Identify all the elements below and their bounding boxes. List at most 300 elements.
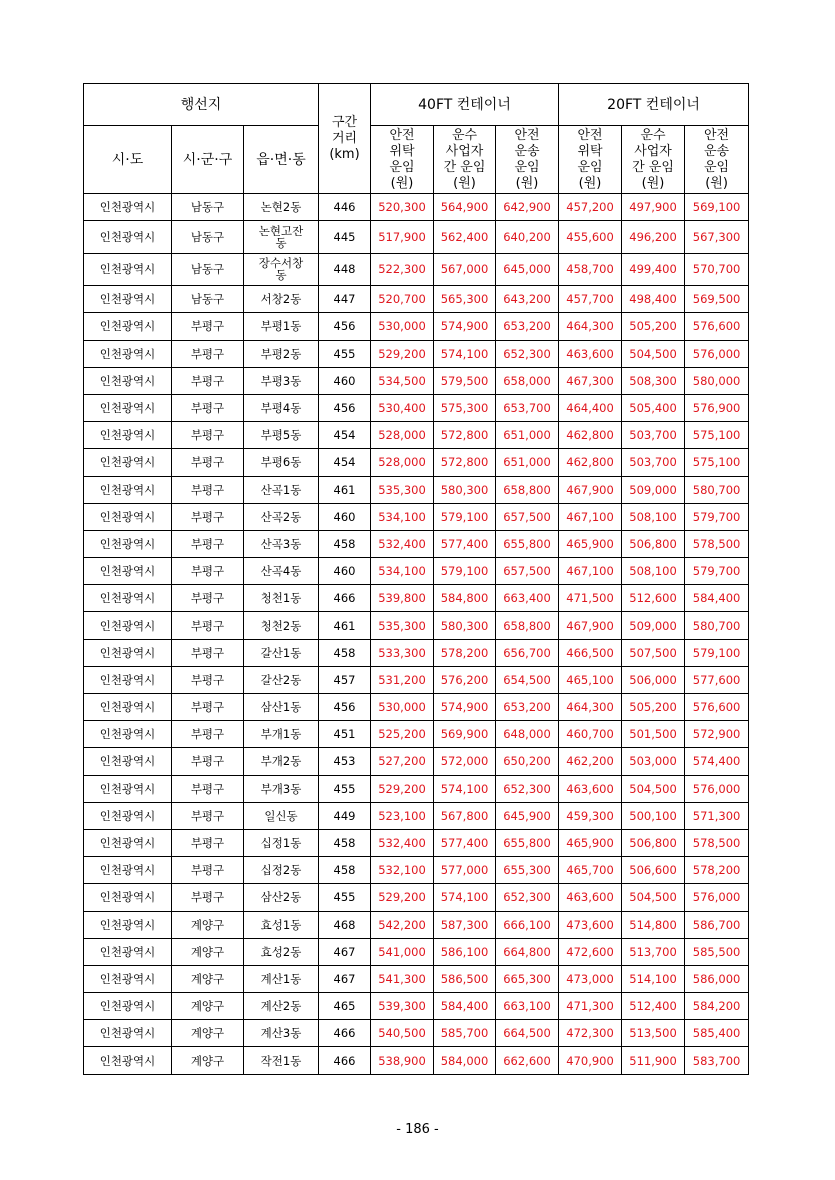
- rate-column-header: 운수 사업자 간 운임 (원): [622, 126, 685, 194]
- rate-cell: 457,700: [559, 286, 622, 313]
- rate-cell: 657,500: [496, 558, 559, 585]
- sido-cell: 인천광역시: [84, 993, 172, 1020]
- rate-cell: 465,900: [559, 530, 622, 557]
- table-row: [84, 829, 749, 856]
- dong-cell: 산곡1동: [244, 476, 319, 503]
- sido-cell: 인천광역시: [84, 666, 172, 693]
- rate-cell: 514,100: [622, 965, 685, 992]
- rate-cell: 576,000: [685, 884, 749, 911]
- rate-cell: 574,100: [434, 884, 496, 911]
- rate-cell: 572,000: [434, 748, 496, 775]
- rate-cell: 569,900: [434, 721, 496, 748]
- table-row: [84, 1047, 749, 1074]
- distance-cell: 456: [319, 313, 371, 340]
- table-row: [84, 1020, 749, 1047]
- rate-cell: 640,200: [496, 221, 559, 254]
- rate-cell: 578,200: [685, 857, 749, 884]
- table-row: [84, 775, 749, 802]
- dong-cell: 계산1동: [244, 965, 319, 992]
- rate-cell: 580,300: [434, 476, 496, 503]
- rate-cell: 470,900: [559, 1047, 622, 1074]
- dong-cell: 부개1동: [244, 721, 319, 748]
- distance-cell: 455: [319, 884, 371, 911]
- rate-cell: 567,000: [434, 253, 496, 286]
- rate-cell: 513,700: [622, 938, 685, 965]
- rate-cell: 580,000: [685, 367, 749, 394]
- rate-cell: 576,600: [685, 694, 749, 721]
- sigungu-cell: 부평구: [172, 503, 244, 530]
- rate-cell: 579,700: [685, 558, 749, 585]
- table-row: [84, 694, 749, 721]
- dong-cell: 논현고잔 동: [244, 221, 319, 254]
- rate-cell: 530,000: [371, 694, 434, 721]
- rate-column-header: 안전 위탁 운임 (원): [559, 126, 622, 194]
- dong-cell: 산곡3동: [244, 530, 319, 557]
- sido-cell: 인천광역시: [84, 1020, 172, 1047]
- sido-cell: 인천광역시: [84, 367, 172, 394]
- rate-cell: 652,300: [496, 340, 559, 367]
- table-body: [84, 194, 749, 1075]
- dong-cell: 삼산2동: [244, 884, 319, 911]
- rate-cell: 580,700: [685, 612, 749, 639]
- sido-cell: 인천광역시: [84, 422, 172, 449]
- distance-cell: 458: [319, 829, 371, 856]
- table-row: [84, 530, 749, 557]
- rate-cell: 506,800: [622, 829, 685, 856]
- rate-cell: 572,800: [434, 449, 496, 476]
- rate-cell: 652,300: [496, 775, 559, 802]
- rate-cell: 459,300: [559, 802, 622, 829]
- sigungu-cell: 부평구: [172, 313, 244, 340]
- rate-cell: 500,100: [622, 802, 685, 829]
- distance-cell: 448: [319, 253, 371, 286]
- sido-cell: 인천광역시: [84, 884, 172, 911]
- rate-cell: 535,300: [371, 612, 434, 639]
- rate-cell: 497,900: [622, 194, 685, 221]
- rate-cell: 540,500: [371, 1020, 434, 1047]
- rate-cell: 507,500: [622, 639, 685, 666]
- rate-cell: 504,500: [622, 340, 685, 367]
- dong-cell: 장수서창 동: [244, 253, 319, 286]
- sigungu-cell: 계양구: [172, 938, 244, 965]
- rate-cell: 463,600: [559, 884, 622, 911]
- sigungu-cell: 부평구: [172, 857, 244, 884]
- distance-cell: 461: [319, 612, 371, 639]
- sido-cell: 인천광역시: [84, 938, 172, 965]
- eupmyeondong-header: 읍·면·동: [244, 126, 319, 194]
- rate-cell: 496,200: [622, 221, 685, 254]
- rate-cell: 517,900: [371, 221, 434, 254]
- rate-cell: 467,900: [559, 612, 622, 639]
- table-row: [84, 911, 749, 938]
- rate-cell: 584,200: [685, 993, 749, 1020]
- rate-cell: 585,500: [685, 938, 749, 965]
- rate-cell: 655,800: [496, 530, 559, 557]
- sigungu-cell: 계양구: [172, 1047, 244, 1074]
- rate-cell: 530,400: [371, 394, 434, 421]
- rate-cell: 579,100: [434, 558, 496, 585]
- rate-cell: 575,300: [434, 394, 496, 421]
- rate-cell: 467,900: [559, 476, 622, 503]
- rate-cell: 538,900: [371, 1047, 434, 1074]
- rate-cell: 528,000: [371, 449, 434, 476]
- distance-cell: 456: [319, 394, 371, 421]
- group-20ft-header: 20FT 컨테이너: [559, 84, 749, 126]
- rate-cell: 571,300: [685, 802, 749, 829]
- rate-cell: 658,000: [496, 367, 559, 394]
- sido-cell: 인천광역시: [84, 829, 172, 856]
- rate-cell: 498,400: [622, 286, 685, 313]
- rate-cell: 509,000: [622, 476, 685, 503]
- rate-cell: 574,400: [685, 748, 749, 775]
- dong-cell: 산곡2동: [244, 503, 319, 530]
- rate-cell: 473,000: [559, 965, 622, 992]
- rate-cell: 579,100: [685, 639, 749, 666]
- distance-cell: 447: [319, 286, 371, 313]
- rate-cell: 463,600: [559, 775, 622, 802]
- rate-cell: 658,800: [496, 476, 559, 503]
- rate-cell: 574,900: [434, 694, 496, 721]
- dong-cell: 계산2동: [244, 993, 319, 1020]
- sido-cell: 인천광역시: [84, 694, 172, 721]
- table-row: [84, 748, 749, 775]
- dong-cell: 청천2동: [244, 612, 319, 639]
- rate-cell: 570,700: [685, 253, 749, 286]
- dong-cell: 효성1동: [244, 911, 319, 938]
- rate-cell: 509,000: [622, 612, 685, 639]
- table-row: [84, 558, 749, 585]
- rate-cell: 458,700: [559, 253, 622, 286]
- dong-cell: 부평3동: [244, 367, 319, 394]
- rate-cell: 578,500: [685, 530, 749, 557]
- rate-cell: 653,700: [496, 394, 559, 421]
- distance-cell: 449: [319, 802, 371, 829]
- sigungu-cell: 부평구: [172, 829, 244, 856]
- rate-cell: 520,300: [371, 194, 434, 221]
- rate-cell: 586,100: [434, 938, 496, 965]
- sigungu-cell: 부평구: [172, 449, 244, 476]
- rate-cell: 656,700: [496, 639, 559, 666]
- table-row: [84, 721, 749, 748]
- rate-cell: 572,900: [685, 721, 749, 748]
- rate-cell: 565,300: [434, 286, 496, 313]
- rate-cell: 467,300: [559, 367, 622, 394]
- dong-cell: 갈산1동: [244, 639, 319, 666]
- sido-cell: 인천광역시: [84, 612, 172, 639]
- sido-cell: 인천광역시: [84, 313, 172, 340]
- distance-cell: 446: [319, 194, 371, 221]
- rate-cell: 513,500: [622, 1020, 685, 1047]
- sigungu-cell: 남동구: [172, 253, 244, 286]
- rate-cell: 460,700: [559, 721, 622, 748]
- rate-cell: 464,300: [559, 313, 622, 340]
- sigungu-cell: 부평구: [172, 775, 244, 802]
- sigungu-cell: 부평구: [172, 394, 244, 421]
- rate-cell: 655,800: [496, 829, 559, 856]
- sigungu-cell: 부평구: [172, 530, 244, 557]
- rate-cell: 645,000: [496, 253, 559, 286]
- rate-cell: 457,200: [559, 194, 622, 221]
- dong-cell: 십정2동: [244, 857, 319, 884]
- rate-cell: 473,600: [559, 911, 622, 938]
- rate-cell: 586,000: [685, 965, 749, 992]
- rate-cell: 576,900: [685, 394, 749, 421]
- rate-cell: 574,100: [434, 775, 496, 802]
- rate-cell: 567,800: [434, 802, 496, 829]
- sigungu-cell: 부평구: [172, 476, 244, 503]
- rate-cell: 465,700: [559, 857, 622, 884]
- rate-cell: 530,000: [371, 313, 434, 340]
- sigungu-header: 시·군·구: [172, 126, 244, 194]
- rate-cell: 585,700: [434, 1020, 496, 1047]
- sido-cell: 인천광역시: [84, 639, 172, 666]
- rate-column-header: 안전 운송 운임 (원): [685, 126, 749, 194]
- table-row: [84, 340, 749, 367]
- rate-cell: 535,300: [371, 476, 434, 503]
- sido-cell: 인천광역시: [84, 503, 172, 530]
- distance-cell: 456: [319, 694, 371, 721]
- rate-cell: 663,400: [496, 585, 559, 612]
- rate-cell: 503,700: [622, 449, 685, 476]
- table-row: [84, 449, 749, 476]
- table-row: [84, 422, 749, 449]
- freight-rate-table: [83, 83, 749, 1075]
- dong-cell: 작전1동: [244, 1047, 319, 1074]
- sido-cell: 인천광역시: [84, 911, 172, 938]
- table-row: [84, 286, 749, 313]
- sigungu-cell: 부평구: [172, 367, 244, 394]
- dong-cell: 부평1동: [244, 313, 319, 340]
- rate-cell: 584,400: [685, 585, 749, 612]
- rate-cell: 645,900: [496, 802, 559, 829]
- distance-cell: 445: [319, 221, 371, 254]
- rate-cell: 572,800: [434, 422, 496, 449]
- rate-cell: 529,200: [371, 775, 434, 802]
- sido-cell: 인천광역시: [84, 286, 172, 313]
- sigungu-cell: 부평구: [172, 612, 244, 639]
- sido-cell: 인천광역시: [84, 194, 172, 221]
- rate-cell: 508,100: [622, 503, 685, 530]
- distance-cell: 458: [319, 857, 371, 884]
- dong-cell: 청천1동: [244, 585, 319, 612]
- rate-cell: 664,800: [496, 938, 559, 965]
- rate-cell: 574,900: [434, 313, 496, 340]
- distance-cell: 453: [319, 748, 371, 775]
- sigungu-cell: 부평구: [172, 884, 244, 911]
- rate-cell: 574,100: [434, 340, 496, 367]
- rate-cell: 523,100: [371, 802, 434, 829]
- rate-cell: 542,200: [371, 911, 434, 938]
- sido-cell: 인천광역시: [84, 253, 172, 286]
- rate-cell: 651,000: [496, 449, 559, 476]
- rate-cell: 465,900: [559, 829, 622, 856]
- rate-cell: 579,100: [434, 503, 496, 530]
- distance-cell: 457: [319, 666, 371, 693]
- rate-cell: 533,300: [371, 639, 434, 666]
- sido-cell: 인천광역시: [84, 449, 172, 476]
- rate-cell: 650,200: [496, 748, 559, 775]
- dong-cell: 서창2동: [244, 286, 319, 313]
- rate-cell: 532,100: [371, 857, 434, 884]
- rate-cell: 580,700: [685, 476, 749, 503]
- rate-cell: 564,900: [434, 194, 496, 221]
- dong-cell: 부평6동: [244, 449, 319, 476]
- sido-cell: 인천광역시: [84, 721, 172, 748]
- sido-cell: 인천광역시: [84, 775, 172, 802]
- rate-cell: 575,100: [685, 449, 749, 476]
- sido-cell: 인천광역시: [84, 394, 172, 421]
- rate-cell: 579,500: [434, 367, 496, 394]
- rate-cell: 576,200: [434, 666, 496, 693]
- rate-cell: 463,600: [559, 340, 622, 367]
- sigungu-cell: 남동구: [172, 286, 244, 313]
- sido-cell: 인천광역시: [84, 585, 172, 612]
- table-row: [84, 857, 749, 884]
- rate-cell: 651,000: [496, 422, 559, 449]
- rate-cell: 567,300: [685, 221, 749, 254]
- rate-cell: 520,700: [371, 286, 434, 313]
- distance-cell: 451: [319, 721, 371, 748]
- dong-cell: 효성2동: [244, 938, 319, 965]
- sido-cell: 인천광역시: [84, 965, 172, 992]
- sigungu-cell: 부평구: [172, 666, 244, 693]
- rate-cell: 508,300: [622, 367, 685, 394]
- table-row: [84, 938, 749, 965]
- distance-cell: 455: [319, 775, 371, 802]
- sigungu-cell: 부평구: [172, 340, 244, 367]
- rate-cell: 511,900: [622, 1047, 685, 1074]
- group-40ft-header: 40FT 컨테이너: [371, 84, 559, 126]
- rate-cell: 501,500: [622, 721, 685, 748]
- distance-cell: 467: [319, 938, 371, 965]
- rate-cell: 584,000: [434, 1047, 496, 1074]
- distance-cell: 454: [319, 422, 371, 449]
- dong-cell: 부개2동: [244, 748, 319, 775]
- distance-cell: 468: [319, 911, 371, 938]
- distance-cell: 460: [319, 367, 371, 394]
- rate-cell: 569,100: [685, 194, 749, 221]
- rate-cell: 577,600: [685, 666, 749, 693]
- rate-cell: 642,900: [496, 194, 559, 221]
- rate-cell: 666,100: [496, 911, 559, 938]
- rate-cell: 472,300: [559, 1020, 622, 1047]
- table-row: [84, 503, 749, 530]
- rate-cell: 532,400: [371, 530, 434, 557]
- rate-cell: 462,800: [559, 449, 622, 476]
- rate-cell: 506,600: [622, 857, 685, 884]
- rate-cell: 467,100: [559, 503, 622, 530]
- rate-cell: 455,600: [559, 221, 622, 254]
- sigungu-cell: 부평구: [172, 802, 244, 829]
- table-row: [84, 221, 749, 254]
- rate-cell: 471,500: [559, 585, 622, 612]
- sigungu-cell: 부평구: [172, 422, 244, 449]
- sido-cell: 인천광역시: [84, 221, 172, 254]
- sigungu-cell: 부평구: [172, 694, 244, 721]
- rate-cell: 577,000: [434, 857, 496, 884]
- rate-cell: 655,300: [496, 857, 559, 884]
- rate-cell: 527,200: [371, 748, 434, 775]
- table-row: [84, 585, 749, 612]
- distance-cell: 465: [319, 993, 371, 1020]
- sigungu-cell: 계양구: [172, 911, 244, 938]
- dong-cell: 삼산1동: [244, 694, 319, 721]
- dong-cell: 계산3동: [244, 1020, 319, 1047]
- rate-cell: 583,700: [685, 1047, 749, 1074]
- sigungu-cell: 부평구: [172, 721, 244, 748]
- table-row: [84, 253, 749, 286]
- rate-cell: 652,300: [496, 884, 559, 911]
- sigungu-cell: 부평구: [172, 585, 244, 612]
- sido-header: 시·도: [84, 126, 172, 194]
- dong-cell: 갈산2동: [244, 666, 319, 693]
- rate-cell: 648,000: [496, 721, 559, 748]
- rate-cell: 576,600: [685, 313, 749, 340]
- rate-column-header: 안전 운송 운임 (원): [496, 126, 559, 194]
- rate-cell: 541,000: [371, 938, 434, 965]
- rate-cell: 578,200: [434, 639, 496, 666]
- rate-cell: 499,400: [622, 253, 685, 286]
- rate-cell: 653,200: [496, 313, 559, 340]
- sigungu-cell: 남동구: [172, 194, 244, 221]
- rate-cell: 464,400: [559, 394, 622, 421]
- distance-header: [319, 84, 371, 194]
- rate-cell: 534,100: [371, 503, 434, 530]
- distance-cell: 466: [319, 585, 371, 612]
- distance-cell: 461: [319, 476, 371, 503]
- rate-cell: 506,000: [622, 666, 685, 693]
- rate-cell: 504,500: [622, 884, 685, 911]
- rate-cell: 528,000: [371, 422, 434, 449]
- rate-cell: 508,100: [622, 558, 685, 585]
- rate-cell: 539,300: [371, 993, 434, 1020]
- rate-cell: 462,200: [559, 748, 622, 775]
- rate-cell: 504,500: [622, 775, 685, 802]
- rate-cell: 663,100: [496, 993, 559, 1020]
- table-row: [84, 666, 749, 693]
- rate-cell: 580,300: [434, 612, 496, 639]
- sido-cell: 인천광역시: [84, 857, 172, 884]
- sigungu-cell: 계양구: [172, 993, 244, 1020]
- table-row: [84, 612, 749, 639]
- rate-cell: 512,600: [622, 585, 685, 612]
- rate-cell: 658,800: [496, 612, 559, 639]
- rate-cell: 569,500: [685, 286, 749, 313]
- rate-cell: 522,300: [371, 253, 434, 286]
- rate-cell: 464,300: [559, 694, 622, 721]
- rate-cell: 653,200: [496, 694, 559, 721]
- rate-cell: 462,800: [559, 422, 622, 449]
- rate-cell: 584,800: [434, 585, 496, 612]
- table-header: [84, 84, 749, 194]
- rate-cell: 472,600: [559, 938, 622, 965]
- rate-cell: 541,300: [371, 965, 434, 992]
- sigungu-cell: 계양구: [172, 965, 244, 992]
- rate-column-header: 운수 사업자 간 운임 (원): [434, 126, 496, 194]
- rate-cell: 575,100: [685, 422, 749, 449]
- rate-cell: 664,500: [496, 1020, 559, 1047]
- sigungu-cell: 부평구: [172, 639, 244, 666]
- rate-cell: 576,000: [685, 340, 749, 367]
- distance-cell: 466: [319, 1047, 371, 1074]
- table-row: [84, 194, 749, 221]
- rate-cell: 662,600: [496, 1047, 559, 1074]
- rate-cell: 465,100: [559, 666, 622, 693]
- region-header: 행선지: [84, 84, 319, 126]
- rate-cell: 466,500: [559, 639, 622, 666]
- rate-cell: 506,800: [622, 530, 685, 557]
- rate-cell: 576,000: [685, 775, 749, 802]
